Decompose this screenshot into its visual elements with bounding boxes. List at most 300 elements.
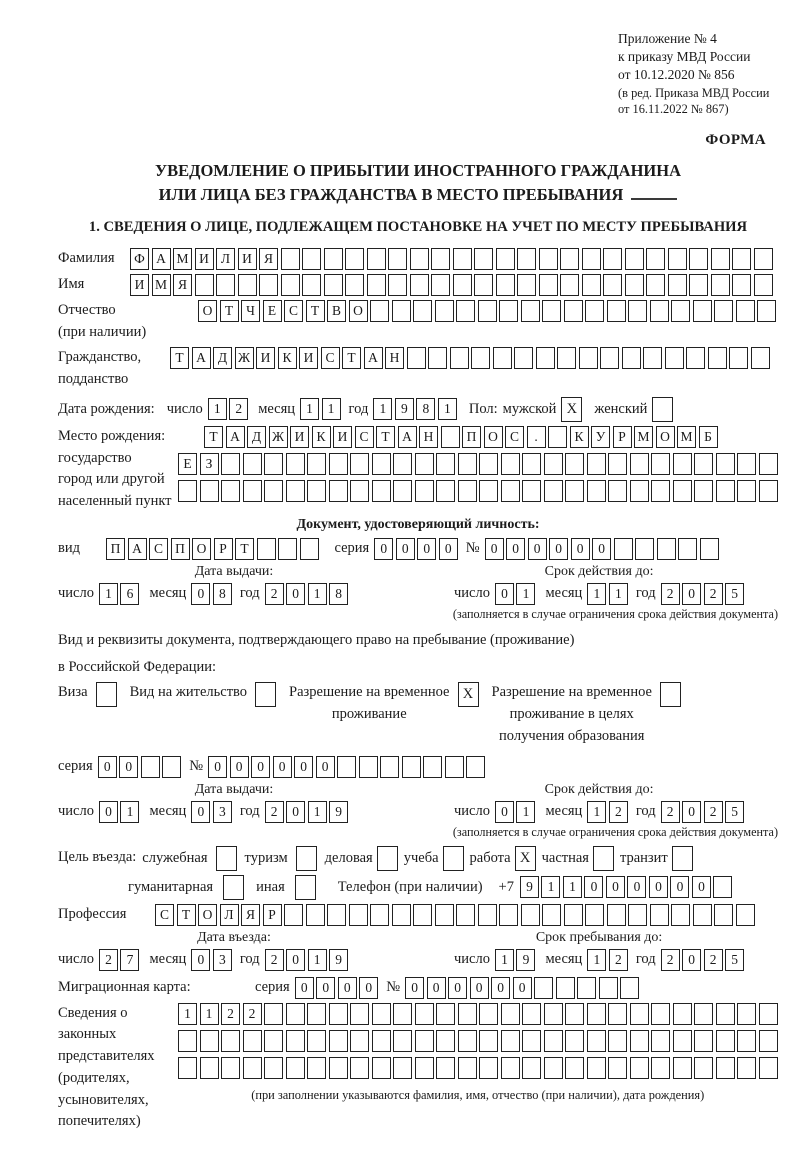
form-cell[interactable]	[672, 846, 693, 871]
form-cell[interactable]	[284, 904, 303, 926]
form-cell[interactable]	[329, 1030, 348, 1052]
form-cell[interactable]	[200, 1057, 219, 1079]
form-cell[interactable]: 3	[213, 801, 232, 823]
form-cell[interactable]: 9	[329, 801, 348, 823]
form-cell[interactable]	[392, 300, 411, 322]
form-cell[interactable]	[96, 682, 117, 707]
form-cell[interactable]	[539, 274, 558, 296]
form-cell[interactable]	[329, 1057, 348, 1079]
form-cell[interactable]	[716, 1030, 735, 1052]
form-cell[interactable]: О	[192, 538, 211, 560]
form-cell[interactable]	[620, 977, 639, 999]
form-cell[interactable]	[221, 480, 240, 502]
form-cell[interactable]	[587, 1057, 606, 1079]
form-cell[interactable]	[307, 1030, 326, 1052]
form-cell[interactable]	[628, 300, 647, 322]
form-cell[interactable]: А	[226, 426, 245, 448]
form-cell[interactable]	[736, 300, 755, 322]
form-cell[interactable]	[216, 274, 235, 296]
form-cell[interactable]: Р	[263, 904, 282, 926]
form-cell[interactable]: Н	[385, 347, 404, 369]
form-cell[interactable]	[474, 248, 493, 270]
form-cell[interactable]: X	[561, 397, 582, 422]
form-cell[interactable]	[410, 274, 429, 296]
form-cell[interactable]	[307, 480, 326, 502]
form-cell[interactable]: X	[458, 682, 479, 707]
form-cell[interactable]	[377, 846, 398, 871]
form-cell[interactable]	[388, 274, 407, 296]
form-cell[interactable]	[413, 904, 432, 926]
form-cell[interactable]	[329, 1003, 348, 1025]
form-cell[interactable]	[178, 480, 197, 502]
form-cell[interactable]: 0	[448, 977, 467, 999]
form-cell[interactable]	[479, 1030, 498, 1052]
form-cell[interactable]: И	[333, 426, 352, 448]
form-cell[interactable]	[643, 347, 662, 369]
form-cell[interactable]: 2	[265, 801, 284, 823]
form-cell[interactable]	[514, 347, 533, 369]
form-cell[interactable]	[737, 1057, 756, 1079]
form-cell[interactable]	[458, 1003, 477, 1025]
form-cell[interactable]: 0	[692, 876, 711, 898]
form-cell[interactable]	[630, 1003, 649, 1025]
form-cell[interactable]	[243, 453, 262, 475]
form-cell[interactable]	[479, 1057, 498, 1079]
form-cell[interactable]: 0	[682, 583, 701, 605]
form-cell[interactable]: 1	[587, 949, 606, 971]
form-cell[interactable]	[608, 1030, 627, 1052]
form-cell[interactable]	[300, 538, 319, 560]
form-cell[interactable]	[542, 904, 561, 926]
form-cell[interactable]	[673, 1003, 692, 1025]
form-cell[interactable]	[350, 1057, 369, 1079]
form-cell[interactable]	[694, 1030, 713, 1052]
form-cell[interactable]	[372, 1057, 391, 1079]
form-cell[interactable]: О	[349, 300, 368, 322]
form-cell[interactable]	[607, 300, 626, 322]
form-cell[interactable]: 1	[200, 1003, 219, 1025]
form-cell[interactable]	[693, 300, 712, 322]
form-cell[interactable]	[544, 480, 563, 502]
form-cell[interactable]: Л	[220, 904, 239, 926]
form-cell[interactable]	[542, 300, 561, 322]
form-cell[interactable]	[651, 1003, 670, 1025]
form-cell[interactable]	[380, 756, 399, 778]
form-cell[interactable]	[536, 347, 555, 369]
form-cell[interactable]: А	[398, 426, 417, 448]
form-cell[interactable]	[603, 248, 622, 270]
form-cell[interactable]	[458, 453, 477, 475]
form-cell[interactable]	[579, 347, 598, 369]
form-cell[interactable]	[560, 248, 579, 270]
form-cell[interactable]: Т	[376, 426, 395, 448]
form-cell[interactable]	[407, 347, 426, 369]
form-cell[interactable]	[517, 274, 536, 296]
form-cell[interactable]	[238, 274, 257, 296]
form-cell[interactable]	[754, 274, 773, 296]
form-cell[interactable]: 1	[120, 801, 139, 823]
form-cell[interactable]: Я	[259, 248, 278, 270]
form-cell[interactable]: 0	[606, 876, 625, 898]
form-cell[interactable]	[281, 248, 300, 270]
form-cell[interactable]	[646, 248, 665, 270]
form-cell[interactable]: П	[171, 538, 190, 560]
form-cell[interactable]: Е	[178, 453, 197, 475]
form-cell[interactable]	[307, 1057, 326, 1079]
form-cell[interactable]: М	[634, 426, 653, 448]
form-cell[interactable]: Ж	[235, 347, 254, 369]
form-cell[interactable]: 2	[609, 801, 628, 823]
form-cell[interactable]: 2	[99, 949, 118, 971]
form-cell[interactable]	[673, 1057, 692, 1079]
form-cell[interactable]	[324, 248, 343, 270]
form-cell[interactable]: 0	[230, 756, 249, 778]
form-cell[interactable]: 0	[485, 538, 504, 560]
form-cell[interactable]	[370, 904, 389, 926]
form-cell[interactable]: Т	[177, 904, 196, 926]
form-cell[interactable]	[665, 347, 684, 369]
form-cell[interactable]: 1	[322, 398, 341, 420]
form-cell[interactable]	[479, 480, 498, 502]
form-cell[interactable]	[759, 1057, 778, 1079]
form-cell[interactable]	[614, 538, 633, 560]
form-cell[interactable]: 0	[316, 756, 335, 778]
form-cell[interactable]	[732, 274, 751, 296]
form-cell[interactable]	[479, 453, 498, 475]
form-cell[interactable]	[522, 1003, 541, 1025]
form-cell[interactable]	[630, 1030, 649, 1052]
form-cell[interactable]: И	[299, 347, 318, 369]
form-cell[interactable]: 0	[439, 538, 458, 560]
form-cell[interactable]	[501, 1003, 520, 1025]
form-cell[interactable]	[302, 248, 321, 270]
form-cell[interactable]: 1	[438, 398, 457, 420]
form-cell[interactable]	[479, 1003, 498, 1025]
form-cell[interactable]: 0	[119, 756, 138, 778]
form-cell[interactable]	[436, 480, 455, 502]
form-cell[interactable]: П	[106, 538, 125, 560]
form-cell[interactable]: В	[327, 300, 346, 322]
form-cell[interactable]	[593, 846, 614, 871]
form-cell[interactable]: X	[515, 846, 536, 871]
form-cell[interactable]	[436, 1003, 455, 1025]
form-cell[interactable]: К	[570, 426, 589, 448]
form-cell[interactable]	[716, 1057, 735, 1079]
form-cell[interactable]	[608, 1003, 627, 1025]
form-cell[interactable]: 0	[506, 538, 525, 560]
form-cell[interactable]	[714, 904, 733, 926]
form-cell[interactable]: 0	[191, 949, 210, 971]
form-cell[interactable]	[264, 480, 283, 502]
form-cell[interactable]: 0	[427, 977, 446, 999]
form-cell[interactable]	[582, 248, 601, 270]
form-cell[interactable]	[660, 682, 681, 707]
form-cell[interactable]: Т	[170, 347, 189, 369]
form-cell[interactable]: С	[284, 300, 303, 322]
form-cell[interactable]	[600, 347, 619, 369]
form-cell[interactable]: И	[256, 347, 275, 369]
form-cell[interactable]: С	[155, 904, 174, 926]
form-cell[interactable]	[548, 426, 567, 448]
form-cell[interactable]: 0	[470, 977, 489, 999]
form-cell[interactable]: Р	[613, 426, 632, 448]
form-cell[interactable]	[732, 248, 751, 270]
form-cell[interactable]	[651, 480, 670, 502]
form-cell[interactable]	[393, 1057, 412, 1079]
form-cell[interactable]: О	[484, 426, 503, 448]
form-cell[interactable]	[286, 1057, 305, 1079]
form-cell[interactable]: 1	[308, 583, 327, 605]
form-cell[interactable]	[141, 756, 160, 778]
form-cell[interactable]	[708, 347, 727, 369]
form-cell[interactable]	[493, 347, 512, 369]
form-cell[interactable]	[295, 875, 316, 900]
form-cell[interactable]	[372, 480, 391, 502]
form-cell[interactable]	[436, 1030, 455, 1052]
form-cell[interactable]: 0	[374, 538, 393, 560]
form-cell[interactable]	[650, 904, 669, 926]
form-cell[interactable]	[646, 274, 665, 296]
form-cell[interactable]	[393, 453, 412, 475]
form-cell[interactable]	[221, 453, 240, 475]
form-cell[interactable]	[759, 453, 778, 475]
form-cell[interactable]	[759, 480, 778, 502]
form-cell[interactable]: 0	[316, 977, 335, 999]
form-cell[interactable]	[673, 480, 692, 502]
form-cell[interactable]: 1	[208, 398, 227, 420]
form-cell[interactable]	[431, 274, 450, 296]
form-cell[interactable]: Е	[263, 300, 282, 322]
form-cell[interactable]	[673, 453, 692, 475]
form-cell[interactable]	[577, 977, 596, 999]
form-cell[interactable]: 1	[563, 876, 582, 898]
form-cell[interactable]	[587, 480, 606, 502]
form-cell[interactable]	[628, 904, 647, 926]
form-cell[interactable]	[302, 274, 321, 296]
form-cell[interactable]	[544, 1057, 563, 1079]
form-cell[interactable]: Т	[220, 300, 239, 322]
form-cell[interactable]	[694, 1057, 713, 1079]
form-cell[interactable]	[689, 248, 708, 270]
form-cell[interactable]	[435, 300, 454, 322]
form-cell[interactable]: И	[238, 248, 257, 270]
form-cell[interactable]: 1	[516, 583, 535, 605]
form-cell[interactable]	[556, 977, 575, 999]
form-cell[interactable]: 0	[417, 538, 436, 560]
form-cell[interactable]	[402, 756, 421, 778]
form-cell[interactable]	[286, 453, 305, 475]
form-cell[interactable]	[668, 274, 687, 296]
form-cell[interactable]	[501, 480, 520, 502]
form-cell[interactable]: 0	[286, 801, 305, 823]
form-cell[interactable]: А	[192, 347, 211, 369]
form-cell[interactable]: 1	[541, 876, 560, 898]
form-cell[interactable]: С	[505, 426, 524, 448]
form-cell[interactable]: 2	[704, 949, 723, 971]
form-cell[interactable]	[678, 538, 697, 560]
form-cell[interactable]: .	[527, 426, 546, 448]
form-cell[interactable]	[737, 1030, 756, 1052]
form-cell[interactable]	[243, 1030, 262, 1052]
form-cell[interactable]: 0	[191, 801, 210, 823]
form-cell[interactable]	[278, 538, 297, 560]
form-cell[interactable]	[200, 480, 219, 502]
form-cell[interactable]	[759, 1030, 778, 1052]
form-cell[interactable]	[668, 248, 687, 270]
form-cell[interactable]: Б	[699, 426, 718, 448]
form-cell[interactable]: 1	[587, 583, 606, 605]
form-cell[interactable]	[281, 274, 300, 296]
form-cell[interactable]	[496, 248, 515, 270]
form-cell[interactable]	[501, 1030, 520, 1052]
form-cell[interactable]	[478, 300, 497, 322]
form-cell[interactable]	[436, 1057, 455, 1079]
form-cell[interactable]: 0	[359, 977, 378, 999]
form-cell[interactable]	[359, 756, 378, 778]
form-cell[interactable]	[458, 480, 477, 502]
form-cell[interactable]: 9	[395, 398, 414, 420]
form-cell[interactable]: 7	[120, 949, 139, 971]
form-cell[interactable]	[522, 1030, 541, 1052]
form-cell[interactable]	[286, 1003, 305, 1025]
form-cell[interactable]	[415, 1057, 434, 1079]
form-cell[interactable]	[544, 453, 563, 475]
form-cell[interactable]	[423, 756, 442, 778]
form-cell[interactable]: 0	[571, 538, 590, 560]
form-cell[interactable]	[428, 347, 447, 369]
form-cell[interactable]: 2	[229, 398, 248, 420]
form-cell[interactable]	[195, 274, 214, 296]
form-cell[interactable]	[729, 347, 748, 369]
form-cell[interactable]: 0	[191, 583, 210, 605]
form-cell[interactable]	[259, 274, 278, 296]
form-cell[interactable]: 2	[661, 801, 680, 823]
form-cell[interactable]	[539, 248, 558, 270]
form-cell[interactable]	[694, 480, 713, 502]
form-cell[interactable]: С	[149, 538, 168, 560]
form-cell[interactable]: 0	[549, 538, 568, 560]
form-cell[interactable]	[456, 300, 475, 322]
form-cell[interactable]: 0	[627, 876, 646, 898]
form-cell[interactable]: Л	[216, 248, 235, 270]
form-cell[interactable]: 1	[587, 801, 606, 823]
form-cell[interactable]	[474, 274, 493, 296]
form-cell[interactable]	[367, 274, 386, 296]
form-cell[interactable]	[501, 1057, 520, 1079]
form-cell[interactable]: Т	[342, 347, 361, 369]
form-cell[interactable]	[286, 480, 305, 502]
form-cell[interactable]: 2	[609, 949, 628, 971]
form-cell[interactable]: 6	[120, 583, 139, 605]
form-cell[interactable]: 0	[295, 977, 314, 999]
form-cell[interactable]	[388, 248, 407, 270]
form-cell[interactable]	[564, 904, 583, 926]
form-cell[interactable]	[296, 846, 317, 871]
form-cell[interactable]: О	[656, 426, 675, 448]
form-cell[interactable]: 0	[495, 583, 514, 605]
form-cell[interactable]	[607, 904, 626, 926]
form-cell[interactable]	[625, 274, 644, 296]
form-cell[interactable]	[565, 1030, 584, 1052]
form-cell[interactable]: 0	[273, 756, 292, 778]
form-cell[interactable]	[651, 1057, 670, 1079]
form-cell[interactable]: Т	[306, 300, 325, 322]
form-cell[interactable]	[716, 453, 735, 475]
form-cell[interactable]: 0	[251, 756, 270, 778]
form-cell[interactable]	[757, 300, 776, 322]
form-cell[interactable]	[711, 274, 730, 296]
form-cell[interactable]: 0	[649, 876, 668, 898]
form-cell[interactable]: 1	[373, 398, 392, 420]
form-cell[interactable]	[458, 1057, 477, 1079]
form-cell[interactable]: 2	[704, 583, 723, 605]
form-cell[interactable]	[450, 347, 469, 369]
form-cell[interactable]	[544, 1030, 563, 1052]
form-cell[interactable]	[582, 274, 601, 296]
form-cell[interactable]: О	[198, 300, 217, 322]
form-cell[interactable]	[367, 248, 386, 270]
form-cell[interactable]	[587, 453, 606, 475]
form-cell[interactable]	[349, 904, 368, 926]
form-cell[interactable]	[257, 538, 276, 560]
form-cell[interactable]	[565, 1003, 584, 1025]
form-cell[interactable]	[585, 300, 604, 322]
form-cell[interactable]	[329, 480, 348, 502]
form-cell[interactable]	[435, 904, 454, 926]
form-cell[interactable]	[608, 1057, 627, 1079]
form-cell[interactable]	[671, 300, 690, 322]
form-cell[interactable]	[603, 274, 622, 296]
form-cell[interactable]	[689, 274, 708, 296]
form-cell[interactable]	[307, 1003, 326, 1025]
form-cell[interactable]	[456, 904, 475, 926]
form-cell[interactable]	[534, 977, 553, 999]
form-cell[interactable]: И	[195, 248, 214, 270]
form-cell[interactable]: 1	[516, 801, 535, 823]
form-cell[interactable]: 2	[661, 583, 680, 605]
form-cell[interactable]	[415, 1003, 434, 1025]
form-cell[interactable]	[522, 1057, 541, 1079]
form-cell[interactable]	[178, 1030, 197, 1052]
form-cell[interactable]	[441, 426, 460, 448]
form-cell[interactable]	[630, 1057, 649, 1079]
form-cell[interactable]	[630, 453, 649, 475]
form-cell[interactable]	[178, 1057, 197, 1079]
form-cell[interactable]	[652, 397, 673, 422]
form-cell[interactable]: 0	[208, 756, 227, 778]
form-cell[interactable]: А	[152, 248, 171, 270]
form-cell[interactable]	[650, 300, 669, 322]
form-cell[interactable]: 0	[286, 583, 305, 605]
form-cell[interactable]	[716, 480, 735, 502]
form-cell[interactable]: 1	[99, 583, 118, 605]
form-cell[interactable]: Д	[213, 347, 232, 369]
form-cell[interactable]: Ф	[130, 248, 149, 270]
form-cell[interactable]: 1	[609, 583, 628, 605]
form-cell[interactable]	[415, 480, 434, 502]
form-cell[interactable]	[521, 300, 540, 322]
form-cell[interactable]	[587, 1030, 606, 1052]
form-cell[interactable]	[372, 1030, 391, 1052]
form-cell[interactable]	[686, 347, 705, 369]
form-cell[interactable]	[453, 248, 472, 270]
form-cell[interactable]: 5	[725, 583, 744, 605]
form-cell[interactable]: 8	[329, 583, 348, 605]
form-cell[interactable]: 2	[221, 1003, 240, 1025]
form-cell[interactable]	[759, 1003, 778, 1025]
form-cell[interactable]	[415, 453, 434, 475]
form-cell[interactable]	[714, 300, 733, 322]
